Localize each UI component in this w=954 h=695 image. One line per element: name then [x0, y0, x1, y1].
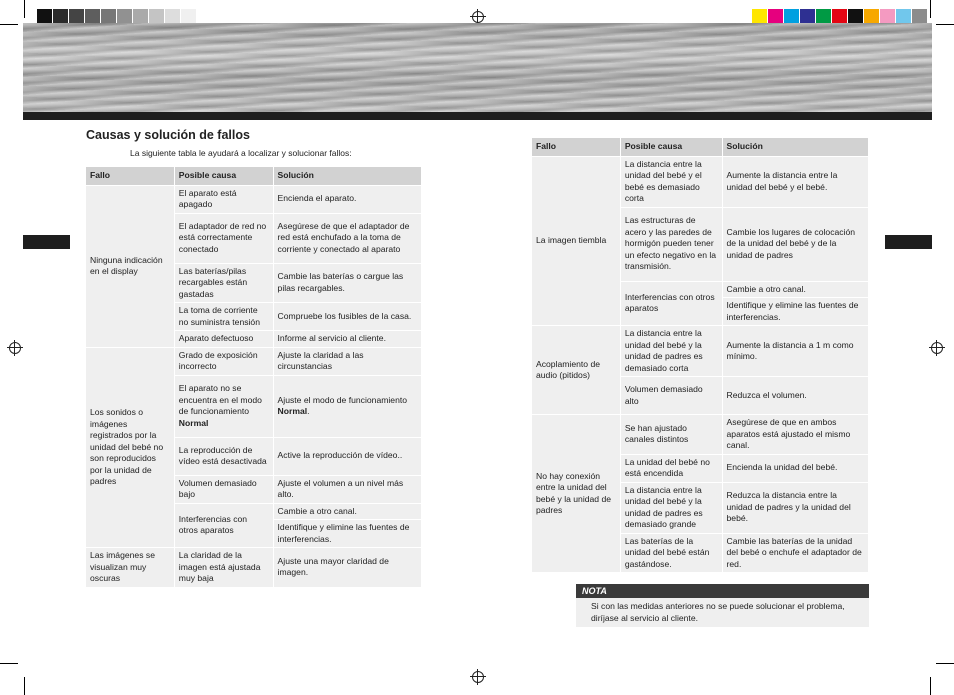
color-swatch	[133, 9, 149, 23]
note-text: Si con las medidas anteriores no se puede solucionar el problema, diríjase al servicio al cliente.	[576, 598, 869, 627]
solution-cell	[273, 375, 421, 437]
table-header-row	[532, 138, 869, 157]
cause-cell: La unidad del bebé no está encendida	[620, 454, 722, 482]
cause-text: El aparato no se encuentra en el modo de funcionamiento	[178, 383, 262, 416]
crop-mark	[24, 0, 25, 18]
crop-mark	[0, 24, 18, 25]
crop-mark	[930, 0, 931, 18]
color-swatch	[69, 9, 85, 23]
cause-cell: El aparato está apagado	[174, 185, 273, 213]
solution-cell: Aumente la distancia entre la unidad del bebé y el bebé.	[722, 156, 868, 207]
mode-name: Normal	[178, 417, 209, 428]
color-swatch	[101, 9, 117, 23]
fault-cell: Acoplamiento de audio (pitidos)	[532, 326, 621, 415]
solution-cell: Active la reproducción de vídeo..	[273, 437, 421, 475]
side-tab-left	[23, 235, 70, 249]
crop-mark	[24, 677, 25, 695]
color-swatch	[896, 9, 912, 23]
color-swatch	[149, 9, 165, 23]
solution-cell: Cambie a otro canal.	[273, 503, 421, 520]
solution-cell: Reduzca la distancia entre la unidad de padres y la unidad del bebé.	[722, 482, 868, 533]
table-row	[532, 156, 869, 207]
solution-cell: Cambie las baterías o cargue las pilas recargables.	[273, 263, 421, 303]
header-solucion: Solución	[722, 138, 868, 157]
fault-cell: No hay conexión entre la unidad del bebé y la unidad de padres	[532, 415, 621, 573]
gray-ramp-swatches	[37, 9, 213, 23]
solution-cell: Asegúrese de que el adaptador de red está enchufado a la toma de corriente y conectado al aparato	[273, 213, 421, 263]
troubleshooting-table-right	[531, 137, 869, 573]
page-title: Causas y solución de fallos	[86, 128, 250, 142]
color-swatch	[85, 9, 101, 23]
cause-cell: Grado de exposición incorrecto	[174, 347, 273, 375]
cause-cell: El adaptador de red no está correctamente conectado	[174, 213, 273, 263]
color-swatch	[768, 9, 784, 23]
cause-cell: Interferencias con otros aparatos	[174, 503, 273, 548]
registration-mark-icon	[472, 11, 484, 23]
solution-cell: Cambie a otro canal.	[722, 281, 868, 298]
registration-mark-icon	[931, 342, 943, 354]
registration-mark-icon	[9, 342, 21, 354]
registration-mark-icon	[472, 671, 484, 683]
cause-cell: La distancia entre la unidad del bebé y la unidad de padres es demasiado grande	[620, 482, 722, 533]
color-swatch	[816, 9, 832, 23]
table-header-row	[86, 167, 422, 186]
note-label: NOTA	[576, 584, 869, 598]
solution-cell: Ajuste el volumen a un nivel más alto.	[273, 475, 421, 503]
cause-cell: Las baterías de la unidad del bebé están gastándose.	[620, 533, 722, 573]
color-swatch	[800, 9, 816, 23]
table-row	[532, 415, 869, 455]
color-swatch	[53, 9, 69, 23]
brushed-metal-banner	[23, 23, 932, 113]
fault-cell: Los sonidos o imágenes registrados por la unidad del bebé no son reproducidos por la unidad de padres	[86, 347, 175, 548]
cause-cell: Volumen demasiado bajo	[174, 475, 273, 503]
color-swatch	[912, 9, 928, 23]
table-row	[86, 347, 422, 375]
cause-cell: La toma de corriente no suministra tensión	[174, 303, 273, 331]
table-row	[532, 326, 869, 377]
solution-cell: Ajuste la claridad a las circunstancias	[273, 347, 421, 375]
cause-cell: La claridad de la imagen está ajustada muy baja	[174, 548, 273, 588]
intro-text: La siguiente tabla le ayudará a localizar y solucionar fallos:	[130, 148, 352, 158]
color-swatch	[784, 9, 800, 23]
solution-cell: Cambie las baterías de la unidad del bebé o enchufe el adaptador de red.	[722, 533, 868, 573]
solution-cell: Cambie los lugares de colocación de la unidad del bebé y de la unidad de padres	[722, 207, 868, 281]
banner-bar	[23, 112, 932, 120]
color-swatch	[165, 9, 181, 23]
cause-cell: La distancia entre la unidad del bebé y la unidad de padres es demasiado corta	[620, 326, 722, 377]
color-swatch	[181, 9, 197, 23]
cause-cell: Aparato defectuoso	[174, 331, 273, 348]
cause-cell	[174, 375, 273, 437]
crop-mark	[930, 677, 931, 695]
solution-cell: Reduzca el volumen.	[722, 377, 868, 415]
solution-cell: Aumente la distancia a 1 m como mínimo.	[722, 326, 868, 377]
solution-text-end: .	[307, 406, 310, 416]
color-swatch	[117, 9, 133, 23]
header-solucion: Solución	[273, 167, 421, 186]
crop-mark	[936, 24, 954, 25]
solution-cell: Encienda el aparato.	[273, 185, 421, 213]
table-row	[86, 185, 422, 213]
color-swatch	[832, 9, 848, 23]
solution-cell: Ajuste una mayor claridad de imagen.	[273, 548, 421, 588]
troubleshooting-table-left	[85, 166, 422, 588]
color-swatch	[37, 9, 53, 23]
header-fallo: Fallo	[86, 167, 175, 186]
cause-cell: Volumen demasiado alto	[620, 377, 722, 415]
solution-cell: Identifique y elimine las fuentes de interferencias.	[273, 520, 421, 548]
solution-text: Ajuste el modo de funcionamiento	[277, 394, 408, 405]
fault-cell: Ninguna indicación en el display	[86, 185, 175, 347]
color-swatch	[864, 9, 880, 23]
crop-mark	[0, 663, 18, 664]
solution-cell: Encienda la unidad del bebé.	[722, 454, 868, 482]
fault-cell: Las imágenes se visualizan muy oscuras	[86, 548, 175, 588]
cause-cell: Las baterías/pilas recargables están gastadas	[174, 263, 273, 303]
color-swatch	[752, 9, 768, 23]
table-row	[86, 548, 422, 588]
header-causa: Posible causa	[174, 167, 273, 186]
solution-cell: Informe al servicio al cliente.	[273, 331, 421, 348]
cause-cell: Se han ajustado canales distintos	[620, 415, 722, 455]
crop-mark	[936, 663, 954, 664]
color-swatch	[197, 9, 213, 23]
cause-cell: Las estructuras de acero y las paredes de hormigón pueden tener un efecto negativo en la transmisión.	[620, 207, 722, 281]
cause-cell: Interferencias con otros aparatos	[620, 281, 722, 326]
cause-cell: La reproducción de vídeo está desactivada	[174, 437, 273, 475]
color-swatch	[880, 9, 896, 23]
mode-name: Normal	[277, 406, 308, 416]
note-box	[576, 584, 869, 627]
color-bar-swatches	[752, 9, 928, 23]
header-fallo: Fallo	[532, 138, 621, 157]
color-swatch	[848, 9, 864, 23]
solution-cell: Identifique y elimine las fuentes de interferencias.	[722, 298, 868, 326]
side-tab-right	[885, 235, 932, 249]
cause-cell: La distancia entre la unidad del bebé y el bebé es demasiado corta	[620, 156, 722, 207]
fault-cell: La imagen tiembla	[532, 156, 621, 326]
solution-cell: Asegúrese de que en ambos aparatos está ajustado el mismo canal.	[722, 415, 868, 455]
solution-cell: Compruebe los fusibles de la casa.	[273, 303, 421, 331]
header-causa: Posible causa	[620, 138, 722, 157]
